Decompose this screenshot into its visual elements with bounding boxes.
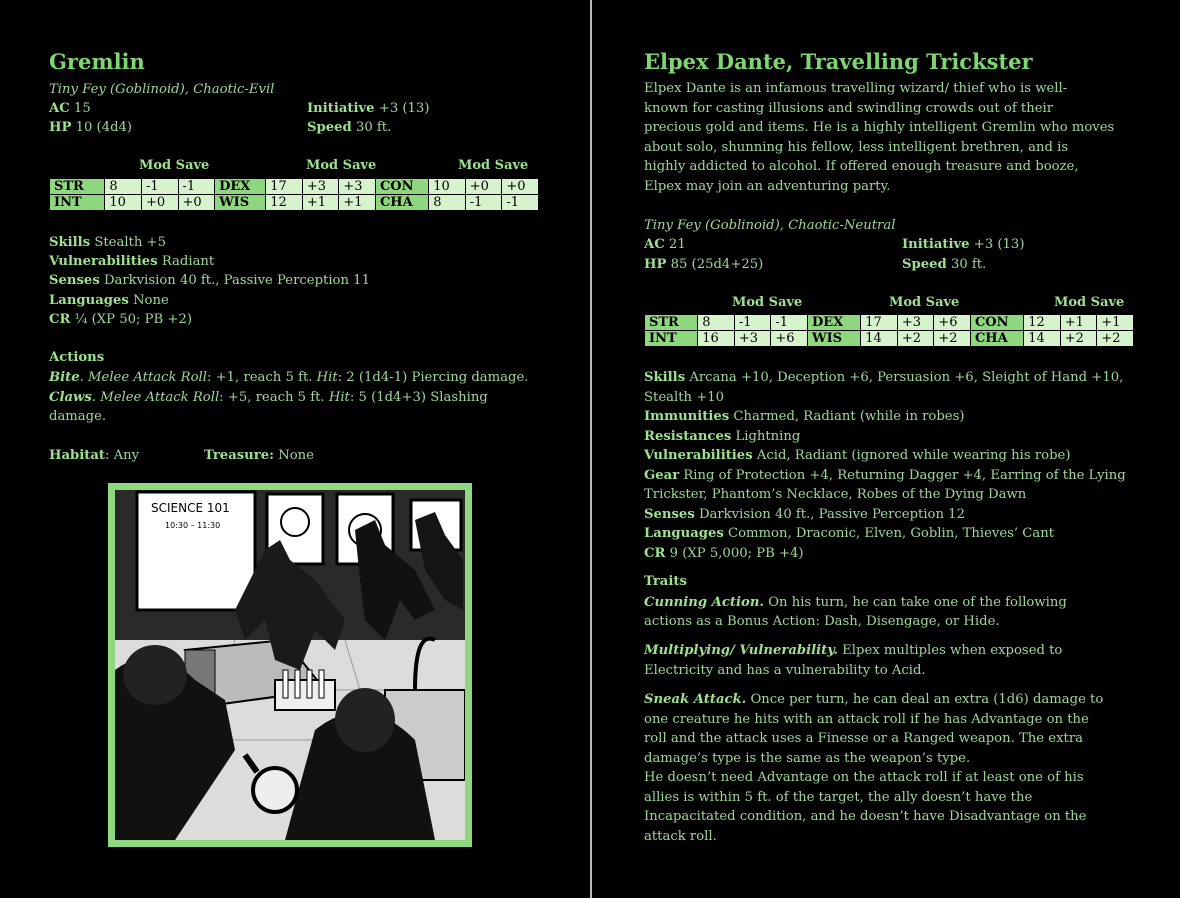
trait-multiplying: Multiplying/ Vulnerability. Elpex multiples when exposed to: [644, 643, 1063, 658]
trait-line: attack roll.: [644, 829, 717, 844]
mod-save-header: Mod Save: [889, 295, 960, 310]
trait-line: Electricity and has a vulnerability to Acid.: [644, 663, 926, 678]
action-claws: Claws. Melee Attack Roll: +5, reach 5 ft. Hit: 5 (1d4+3) Slashing: [49, 390, 488, 405]
languages-line: Languages Common, Draconic, Elven, Goblin, Thieves’ Cant: [644, 526, 1055, 541]
vulnerabilities-line: Vulnerabilities Acid, Radiant (ignored while wearing his robe): [644, 448, 1071, 463]
ability-save: +3: [339, 179, 376, 195]
skills-line-cont: Stealth +10: [644, 390, 725, 405]
skills-line: Skills Arcana +10, Deception +6, Persuasion +6, Sleight of Hand +10,: [644, 370, 1124, 385]
vulnerabilities-line: Vulnerabilities Radiant: [49, 254, 215, 269]
ability-score: 8: [105, 179, 142, 195]
ability-str: STR: [50, 179, 105, 195]
cr-line: CR 9 (XP 5,000; PB +4): [644, 546, 804, 561]
mod-save-header: Mod Save: [139, 158, 210, 173]
senses-line: Senses Darkvision 40 ft., Passive Perception 11: [49, 273, 370, 288]
mod-save-header: Mod Save: [458, 158, 529, 173]
ability-save: +1: [339, 195, 376, 211]
ability-mod: +0: [141, 195, 178, 211]
ability-table: [49, 178, 539, 211]
ability-wis: WIS: [215, 195, 266, 211]
trait-line: allies is within 5 ft. of the target, the ally doesn’t have the: [644, 790, 1033, 805]
ability-con: CON: [970, 315, 1023, 331]
monster-title: Elpex Dante, Travelling Trickster: [644, 49, 1033, 74]
trait-line: Incapacitated condition, and he doesn’t have Disadvantage on the: [644, 809, 1087, 824]
intro-line: highly addicted to alcohol. If offered enough treasure and booze,: [644, 159, 1079, 174]
mod-save-header: Mod Save: [1054, 295, 1125, 310]
ability-save: +0: [502, 179, 539, 195]
trait-line: one creature he hits with an attack roll if he has Advantage on the: [644, 712, 1089, 727]
whiteboard-time: 10:30 – 11:30: [165, 521, 221, 530]
illustration: [115, 490, 465, 840]
mod-save-header: Mod Save: [306, 158, 377, 173]
ability-score: 8: [429, 195, 466, 211]
whiteboard-text: SCIENCE 101: [151, 501, 230, 515]
action-bite: Bite. Melee Attack Roll: +1, reach 5 ft. Hit: 2 (1d4-1) Piercing damage.: [49, 370, 529, 385]
intro-line: about solo, shunning his fellow, less intelligent brethren, and is: [644, 140, 1069, 155]
ability-score: 17: [266, 179, 303, 195]
ability-mod: +1: [302, 195, 339, 211]
ability-score: 14: [1024, 331, 1061, 347]
ability-save: -1: [502, 195, 539, 211]
action-claws-cont: damage.: [49, 409, 107, 424]
ability-score: 16: [698, 331, 735, 347]
initiative-line: Initiative +3 (13): [902, 237, 1025, 252]
ability-con: CON: [375, 179, 428, 195]
ability-score: 17: [861, 315, 898, 331]
ability-table: [644, 314, 1134, 347]
trait-cunning-action: Cunning Action. On his turn, he can take one of the following: [644, 595, 1067, 610]
ability-mod: +3: [897, 315, 934, 331]
ability-save: +6: [771, 331, 808, 347]
table-row: [645, 315, 1134, 331]
ability-save: +2: [1097, 331, 1134, 347]
ability-mod: -1: [734, 315, 771, 331]
trait-sneak-attack: Sneak Attack. Once per turn, he can deal an extra (1d6) damage to: [644, 692, 1104, 707]
mod-save-header: Mod Save: [732, 295, 803, 310]
ability-score: 10: [429, 179, 466, 195]
traits-heading: Traits: [644, 574, 687, 589]
ability-score: 14: [861, 331, 898, 347]
ability-save: +6: [934, 315, 971, 331]
ability-mod: +2: [897, 331, 934, 347]
ability-dex: DEX: [215, 179, 266, 195]
treasure-line: Treasure: None: [204, 448, 314, 463]
ability-score: 10: [105, 195, 142, 211]
ability-save: +1: [1097, 315, 1134, 331]
ability-mod: +1: [1060, 315, 1097, 331]
page-divider: [590, 0, 592, 898]
trait-line: actions as a Bonus Action: Dash, Disengage, or Hide.: [644, 614, 1000, 629]
ability-int: INT: [645, 331, 698, 347]
ability-score: 12: [266, 195, 303, 211]
intro-line: Elpex Dante is an infamous travelling wizard/ thief who is well-: [644, 81, 1068, 96]
table-row: [645, 331, 1134, 347]
hp-line: HP 85 (25d4+25): [644, 257, 764, 272]
actions-heading: Actions: [49, 350, 105, 365]
ability-dex: DEX: [807, 315, 860, 331]
habitat-line: Habitat: Any: [49, 448, 140, 463]
ability-mod: +0: [465, 179, 502, 195]
type-line: Tiny Fey (Goblinoid), Chaotic-Evil: [49, 82, 275, 97]
cr-line: CR ¼ (XP 50; PB +2): [49, 312, 192, 327]
ability-wis: WIS: [807, 331, 860, 347]
resistances-line: Resistances Lightning: [644, 429, 801, 444]
monster-title: Gremlin: [49, 49, 145, 74]
trait-line: He doesn’t need Advantage on the attack roll if at least one of his: [644, 770, 1084, 785]
type-line: Tiny Fey (Goblinoid), Chaotic-Neutral: [644, 218, 896, 233]
ability-cha: CHA: [970, 331, 1023, 347]
initiative-line: Initiative +3 (13): [307, 101, 430, 116]
ability-score: 12: [1024, 315, 1061, 331]
table-row: [50, 179, 539, 195]
immunities-line: Immunities Charmed, Radiant (while in robes): [644, 409, 965, 424]
ability-mod: +3: [302, 179, 339, 195]
gear-line: Gear Ring of Protection +4, Returning Dagger +4, Earring of the Lying: [644, 468, 1126, 483]
ability-str: STR: [645, 315, 698, 331]
table-row: [50, 195, 539, 211]
intro-line: known for casting illusions and swindling crowds out of their: [644, 101, 1054, 116]
ability-save: -1: [178, 179, 215, 195]
classroom-illustration: [115, 490, 465, 840]
ability-mod: -1: [141, 179, 178, 195]
ability-save: +0: [178, 195, 215, 211]
trait-line: damage’s type is the same as the weapon’s type.: [644, 751, 971, 766]
skills-line: Skills Stealth +5: [49, 235, 166, 250]
hp-line: HP 10 (4d4): [49, 120, 133, 135]
trait-line: roll and the attack uses a Finesse or a Ranged weapon. The extra: [644, 731, 1083, 746]
ability-save: -1: [771, 315, 808, 331]
senses-line: Senses Darkvision 40 ft., Passive Perception 12: [644, 507, 965, 522]
speed-line: Speed 30 ft.: [307, 120, 392, 135]
ability-save: +2: [934, 331, 971, 347]
intro-line: Elpex may join an adventuring party.: [644, 179, 891, 194]
ability-mod: +2: [1060, 331, 1097, 347]
ability-mod: +3: [734, 331, 771, 347]
intro-line: precious gold and items. He is a highly intelligent Gremlin who moves: [644, 120, 1115, 135]
ability-int: INT: [50, 195, 105, 211]
illustration-frame: [108, 483, 472, 847]
speed-line: Speed 30 ft.: [902, 257, 987, 272]
languages-line: Languages None: [49, 293, 169, 308]
ability-score: 8: [698, 315, 735, 331]
ability-cha: CHA: [375, 195, 428, 211]
ac-line: AC 21: [644, 237, 686, 252]
ac-line: AC 15: [49, 101, 91, 116]
gear-line-cont: Trickster, Phantom’s Necklace, Robes of the Dying Dawn: [644, 487, 1027, 502]
ability-mod: -1: [465, 195, 502, 211]
